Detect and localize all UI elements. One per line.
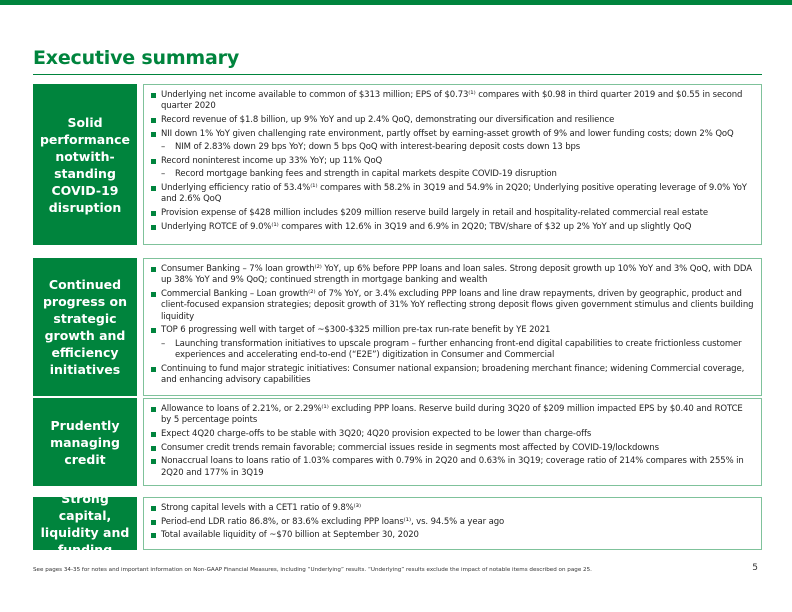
bullet-item: Period-end LDR ratio 86.8%, or 83.6% excluding PPP loans⁽¹⁾, vs. 94.5% a year ago — [151, 517, 755, 528]
bullet-item: Underlying ROTCE of 9.0%⁽¹⁾ compares with 12.6% in 3Q19 and 6.9% in 2Q20; TBV/share of $32 up 2% YoY and up slightly QoQ — [151, 222, 755, 233]
section-content — [143, 497, 762, 550]
page-number: 5 — [752, 563, 758, 573]
section-content — [143, 398, 762, 486]
bullet-item: Expect 4Q20 charge-offs to be stable with 3Q20; 4Q20 provision expected to be lower than charge-offs — [151, 429, 755, 440]
section-label-box — [33, 258, 137, 396]
title-underline — [33, 74, 762, 75]
sub-bullet-item: – NIM of 2.83% down 29 bps YoY; down 5 bps QoQ with interest-bearing deposit costs down 13 bps — [151, 142, 755, 153]
bullet-item: TOP 6 progressing well with target of ~$300-$325 million pre-tax run-rate benefit by YE 2021 — [151, 325, 755, 336]
page-title: Executive summary — [33, 47, 239, 69]
bullet-list — [151, 264, 755, 387]
section-capital-liquidity — [33, 490, 762, 557]
bullet-item: Strong capital levels with a CET1 ratio of 9.8%⁽³⁾ — [151, 503, 755, 514]
section-label: Prudently managing credit — [50, 417, 120, 467]
bullet-list — [151, 503, 755, 542]
section-label: Strong capital, liquidity and funding — [40, 490, 130, 557]
section-label-box — [33, 490, 137, 557]
footnote: See pages 34-35 for notes and important information on Non-GAAP Financial Measures, including “Underlying” results. “Underlying” results exclude the impact of notable items described on page 25. — [33, 567, 592, 573]
section-strategic-growth — [33, 258, 762, 396]
section-solid-performance — [33, 84, 762, 245]
bullet-item: Provision expense of $428 million includes $209 million reserve build largely in retail and hospitality-related commercial real estate — [151, 208, 755, 219]
section-label: Solid performance notwith- standing COVID-19 disruption — [39, 114, 131, 215]
top-accent-bar — [0, 0, 792, 5]
bullet-item: NII down 1% YoY given challenging rate environment, partly offset by earning-asset growth of 9% and lower funding costs; down 2% QoQ — [151, 129, 755, 140]
section-label-box — [33, 398, 137, 486]
bullet-item: Total available liquidity of ~$70 billion at September 30, 2020 — [151, 530, 755, 541]
section-label-box — [33, 84, 137, 245]
bullet-item: Allowance to loans of 2.21%, or 2.29%⁽¹⁾ excluding PPP loans. Reserve build during 3Q20 of $209 million impacted EPS by $0.40 and ROTCE by 5 percentage points — [151, 404, 755, 427]
bullet-item: Record revenue of $1.8 billion, up 9% YoY and up 2.4% QoQ, demonstrating our diversification and resilience — [151, 115, 755, 126]
bullet-item: Consumer Banking – 7% loan growth⁽²⁾ YoY, up 6% before PPP loans and loan sales. Strong deposit growth up 10% YoY and 3% QoQ, with DDA up 38% YoY and 9% QoQ; continued strength in mortgage banking and wealth — [151, 264, 755, 287]
bullet-item: Continuing to fund major strategic initiatives: Consumer national expansion; broadening merchant finance; widening Commercial coverage, and enhancing advisory capabilities — [151, 364, 755, 387]
bullet-list — [151, 404, 755, 479]
sub-bullet-item: – Launching transformation initiatives to upscale program – further enhancing front-end digital capabilities to create frictionless customer experiences and accelerating end-to-end (“E2E”) digitization in Consumer and Commercial — [151, 339, 755, 362]
bullet-item: Consumer credit trends remain favorable; commercial issues reside in segments most affected by COVID-19/lockdowns — [151, 443, 755, 454]
bullet-item: Underlying efficiency ratio of 53.4%⁽¹⁾ compares with 58.2% in 3Q19 and 54.9% in 2Q20; Underlying positive operating leverage of 9.0% YoY and 2.6% QoQ — [151, 183, 755, 206]
bullet-item: Record noninterest income up 33% YoY; up 11% QoQ — [151, 156, 755, 167]
section-managing-credit — [33, 398, 762, 486]
sub-bullet-item: – Record mortgage banking fees and strength in capital markets despite COVID-19 disruption — [151, 169, 755, 180]
bullet-item: Underlying net income available to common of $313 million; EPS of $0.73⁽¹⁾ compares with $0.98 in third quarter 2019 and $0.55 in second quarter 2020 — [151, 90, 755, 113]
bullet-item: Nonaccrual loans to loans ratio of 1.03% compares with 0.79% in 2Q20 and 0.63% in 3Q19; coverage ratio of 214% compares with 255% in 2Q20 and 177% in 3Q19 — [151, 456, 755, 479]
section-content — [143, 84, 762, 245]
section-content — [143, 258, 762, 396]
bullet-list — [151, 90, 755, 233]
bullet-item: Commercial Banking – Loan growth⁽²⁾ of 7% YoY, or 3.4% excluding PPP loans and line draw repayments, driven by geographic, product and client-focused expansion strategies; deposit growth of 31% YoY reflecting strong deposit flows given government stimulus and clients building liquidity — [151, 289, 755, 323]
section-label: Continued progress on strategic growth and efficiency initiatives — [42, 277, 127, 377]
